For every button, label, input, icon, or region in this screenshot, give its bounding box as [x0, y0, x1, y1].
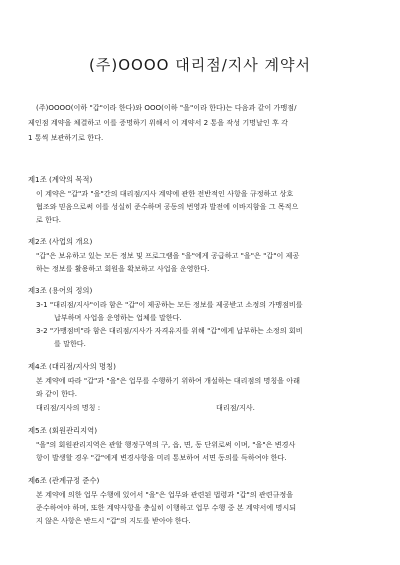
document-title: (주)OOOO 대리점/지사 계약서 — [89, 56, 311, 74]
article-line: 이 계약은 "갑"과 "을"간의 대리점/지사 계약에 관한 전반적인 사항을 규정하고 상호 — [36, 189, 294, 198]
article-line: 본 계약에 의한 업무 수행에 있어서 "을"은 업무와 관련된 법령과 "갑"의 관련규정을 — [36, 490, 294, 499]
article-line: 하는 정보를 활용하고 회원을 확보하고 사업을 운영한다. — [36, 264, 210, 273]
article-line: 납부하며 사업을 운영하는 업체를 말한다. — [54, 313, 182, 322]
article-line: "을"의 회원관리지역은 관할 행정구역의 구, 읍, 면, 동 단위로써 이며, "을"은 변경사 — [36, 440, 296, 449]
article-line: 와 같이 한다. — [36, 389, 78, 398]
intro-line: 제인점 계약을 체결하고 이를 증명하기 위해서 이 계약서 2 통을 작성 기명날인 후 각 — [28, 118, 288, 127]
article-heading: 제2조 (사업의 개요) — [28, 237, 93, 246]
agency-name-label: 대리점/지사의 명칭 : — [36, 403, 101, 412]
article-line: "갑"은 보유하고 있는 모든 정보 및 프로그램을 "을"에게 공급하고 "을"은 "갑"이 제공 — [36, 251, 300, 260]
article-line: 항이 발생할 경우 "갑"에게 변경사항을 미리 통보하여 서면 동의를 득하여야 한다. — [36, 453, 287, 462]
article-line: 본 계약에 따라 "갑"과 "을"은 업무를 수행하기 위하여 개설하는 대리점의 명칭을 아래 — [36, 376, 300, 385]
article-line: 로 한다. — [36, 215, 62, 224]
article-line: 지 않은 사항은 반드시 "갑"의 지도를 받아야 한다. — [36, 516, 191, 525]
agency-name-suffix: 대리점/지사. — [216, 403, 255, 412]
article-heading: 제5조 (회원관리지역) — [28, 426, 98, 435]
article-heading: 제1조 (계약의 목적) — [28, 175, 93, 184]
article-line: 3-2 "가맹점비"라 함은 대리점/지사가 자격유지를 위해 "갑"에게 납부하는 소정의 회비 — [36, 326, 303, 335]
article-line: 를 말한다. — [54, 339, 86, 348]
article-line: 3-1 "대리점/지사"이라 함은 "갑"이 제공하는 모든 정보를 제공받고 소정의 가맹점비를 — [36, 300, 303, 309]
article-heading: 제6조 (관계규정 준수) — [28, 476, 100, 485]
intro-line: (주)OOOO(이하 "갑"이라 한다)와 OOO(이하 "을"이라 한다)는 다음과 같이 가맹점/ — [36, 103, 297, 112]
article-line: 준수하여야 하며, 또한 계약사항을 충실히 이행하고 업무 수행 중 본 계약서에 명시되 — [36, 503, 297, 512]
intro-line: 1 통씩 보관하기로 한다. — [28, 133, 104, 142]
article-heading: 제3조 (용어의 정의) — [28, 286, 93, 295]
article-heading: 제4조 (대리점/지사의 명칭) — [28, 362, 116, 371]
article-line: 협조와 믿음으로써 이를 성실히 준수하며 공동의 번영과 발전에 이바지함을 그 목적으 — [36, 202, 299, 211]
